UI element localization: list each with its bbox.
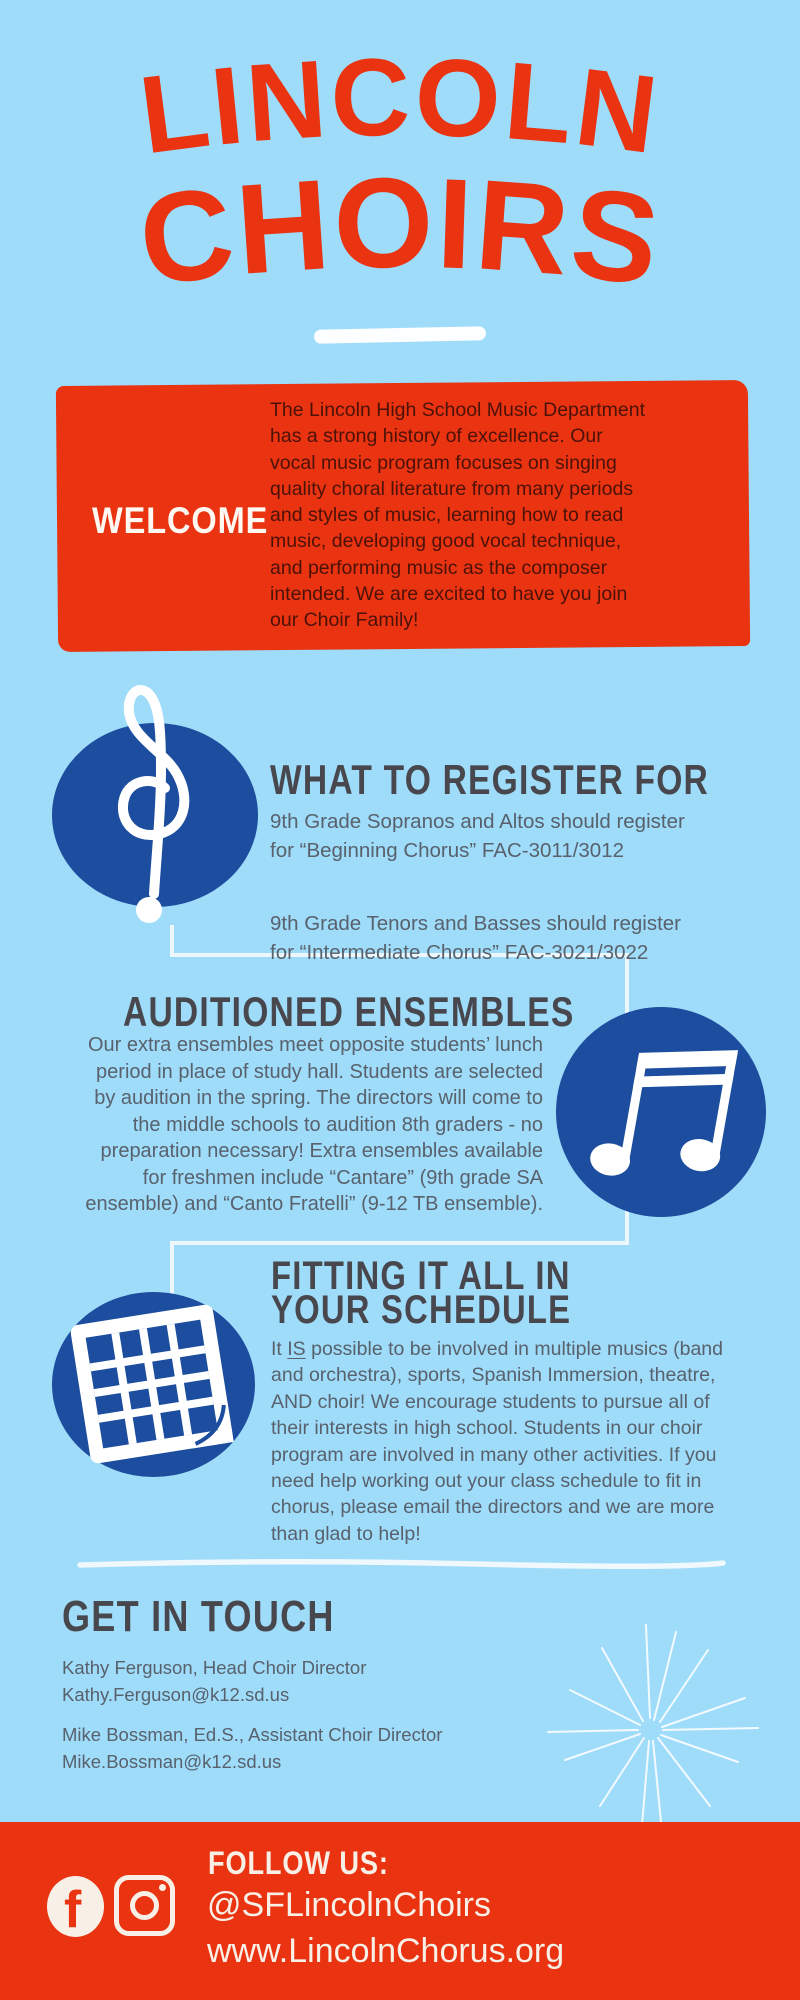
wavy-divider-line (75, 1556, 735, 1572)
schedule-heading: FITTING IT ALL IN YOUR SCHEDULE (271, 1254, 572, 1332)
schedule-body-text (271, 1336, 723, 1547)
poster-title-line2: CHOIRS (131, 151, 669, 314)
treble-clef-icon (103, 678, 207, 940)
ensembles-heading: AUDITIONED ENSEMBLES (123, 988, 575, 1035)
footer-follow-label: FOLLOW US: (208, 1845, 389, 1881)
poster-title (0, 0, 800, 360)
contact-kathy: Kathy Ferguson, Head Choir Director Kathy.Ferguson@k12.sd.us (62, 1657, 367, 1705)
footer-website: www.LincolnChorus.org (207, 1932, 565, 1970)
schedule-body-rest: and orchestra), sports, Spanish Immersion, theatre, AND choir! We encourage students to pursue all of their interests in high school. Students in our choir program are involved in many other activities. If you need help working out your class schedule to fit in chorus, please email the directors and we are more than glad to help! (271, 1364, 717, 1545)
contact-mike: Mike Bossman, Ed.S., Assistant Choir Director Mike.Bossman@k12.sd.us (62, 1724, 443, 1772)
facebook-icon (47, 1876, 104, 1937)
poster-title-line1: LINCOLN (133, 35, 667, 178)
schedule-body-pre: It (271, 1338, 288, 1360)
schedule-body-post: possible to be involved in multiple musics (band (305, 1338, 724, 1360)
contact-heading: GET IN TOUCH (62, 1592, 335, 1641)
instagram-icon (114, 1875, 175, 1936)
schedule-body-underlined-word: IS (287, 1338, 306, 1360)
starburst-decoration (530, 1610, 770, 1850)
ensembles-body-text: Our extra ensembles meet opposite students’ lunch period in place of study hall. Students are selected by audition in the spring. The directors will come to the middle schools to audition 8th graders - no preparation necessary! Extra ensembles available for freshmen include “Cantare” (9th grade SA ensemble) and “Canto Fratelli” (9-12 TB ensemble). (85, 1034, 543, 1215)
welcome-heading: WELCOME (92, 500, 269, 541)
register-paragraph-2: 9th Grade Tenors and Basses should register for “Intermediate Chorus” FAC-3021/3022 (270, 912, 682, 964)
schedule-body-first-line (271, 1336, 723, 1362)
register-paragraph-1: 9th Grade Sopranos and Altos should register for “Beginning Chorus” FAC-3011/3012 (270, 810, 685, 862)
eighth-notes-icon (583, 1028, 743, 1198)
welcome-body-text: The Lincoln High School Music Department has a strong history of excellence. Our vocal music program focuses on singing quality choral literature from many periods and styles of music, learning how to read music, developing good vocal technique, and performing music as the composer intended. We are excited to have you join our Choir Family! (270, 399, 646, 632)
register-heading: WHAT TO REGISTER FOR (270, 756, 710, 803)
footer-social-handle: @SFLincolnChoirs (207, 1886, 491, 1924)
facebook-f-glyph: f (64, 1881, 82, 1937)
calendar-icon (62, 1296, 242, 1476)
instagram-lens (130, 1891, 159, 1920)
instagram-dot (159, 1884, 166, 1891)
svg-text:CHOIRS (132, 152, 669, 314)
